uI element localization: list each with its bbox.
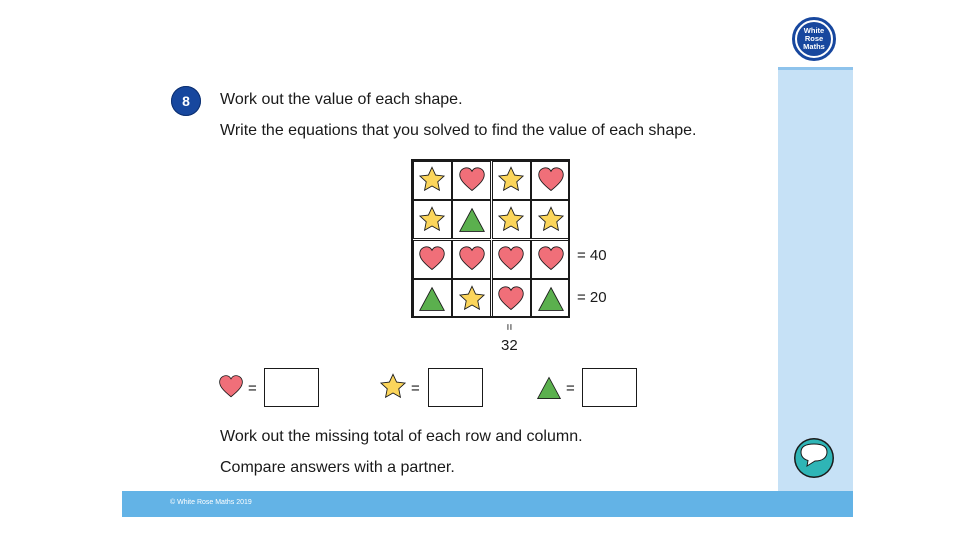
triangle-icon [537,285,565,313]
grid-cell-2-2 [452,200,491,239]
speech-bubble-icon [793,437,835,479]
heart-icon [537,166,565,194]
grid-cell-3-2 [452,240,491,279]
logo-text-1: White [803,26,825,35]
follow-up-line-1: Work out the missing total of each row and column. [220,428,583,445]
answer-equals-star: = [411,380,420,397]
grid-cell-3-1 [413,240,452,279]
grid-cell-2-3 [492,200,531,239]
heart-icon [418,245,446,273]
grid-cell-2-4 [531,200,570,239]
grid-cell-4-4 [531,279,570,318]
heart-answer-box[interactable] [264,368,319,407]
question-number-badge: 8 [171,86,201,116]
heart-icon [537,245,565,273]
star-icon [418,206,446,234]
shape-grid [411,159,570,318]
grid-cell-2-1 [413,200,452,239]
footer-bar [122,491,853,517]
answer-equals-heart: = [248,380,257,397]
answer-equals-triangle: = [566,380,575,397]
heart-icon [458,166,486,194]
grid-cell-3-3 [492,240,531,279]
grid-cell-1-4 [531,161,570,200]
triangle-answer-box[interactable] [582,368,637,407]
star-icon [418,166,446,194]
instruction-line-1: Work out the value of each shape. [220,91,463,108]
heart-icon [458,245,486,273]
column-total-3: 32 [501,337,518,354]
grid-cell-1-1 [413,161,452,200]
grid-cell-3-4 [531,240,570,279]
side-panel [778,0,853,491]
instruction-line-2: Write the equations that you solved to find the value of each shape. [220,122,697,139]
triangle-icon [418,285,446,313]
star-icon [458,285,486,313]
heart-icon [218,374,244,400]
heart-icon [497,285,525,313]
heart-icon [497,245,525,273]
star-icon [537,206,565,234]
grid-cell-4-1 [413,279,452,318]
follow-up-line-2: Compare answers with a partner. [220,459,455,476]
copyright-text: © White Rose Maths 2019 [170,499,252,506]
grid-cell-4-3 [492,279,531,318]
triangle-icon [536,375,562,401]
logo-text-3: Maths [803,42,825,51]
row-total-4: = 20 [577,289,607,306]
column-equals-sign: = [502,323,517,331]
star-icon [379,373,407,401]
star-icon [497,206,525,234]
grid-cell-4-2 [452,279,491,318]
star-icon [497,166,525,194]
row-total-3: = 40 [577,247,607,264]
triangle-icon [458,206,486,234]
grid-cell-1-2 [452,161,491,200]
logo-text-2: Rose [804,34,824,43]
grid-cell-1-3 [492,161,531,200]
white-rose-maths-logo [792,17,836,61]
star-answer-box[interactable] [428,368,483,407]
